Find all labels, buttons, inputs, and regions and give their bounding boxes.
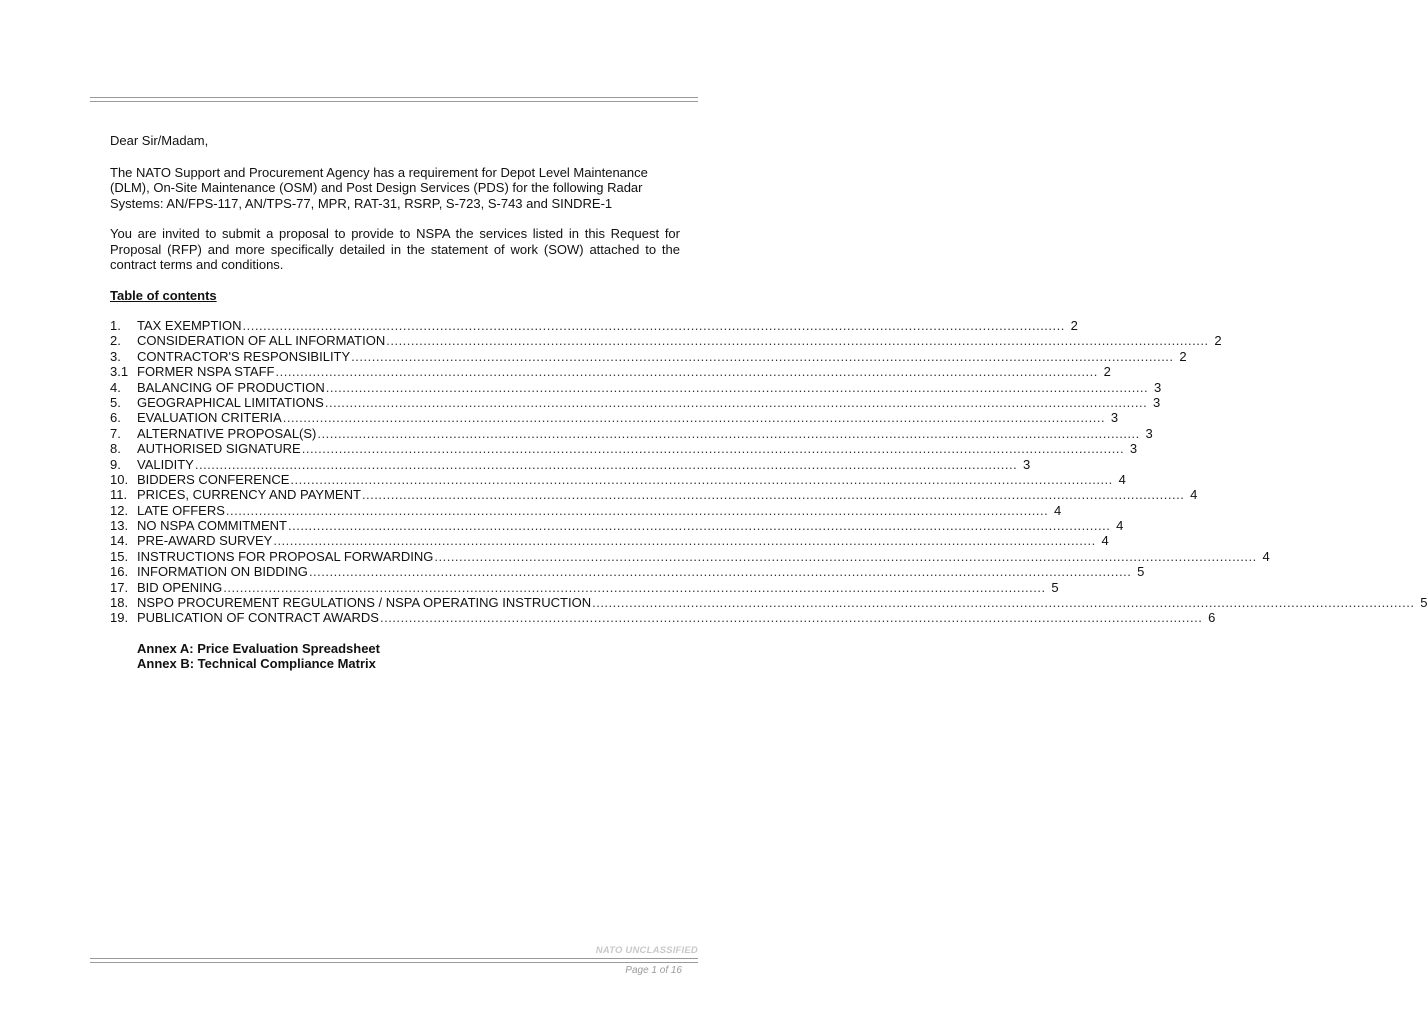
toc-entry[interactable] xyxy=(110,564,1145,580)
toc-entry-number: 2. xyxy=(110,333,121,349)
toc-leader-dots: ........................................................................................................................................................................................................ xyxy=(351,348,1174,364)
toc-leader-dots: ........................................................................................................................................................................................................ xyxy=(273,533,1096,549)
toc-entry[interactable] xyxy=(110,333,1222,349)
toc-entry[interactable] xyxy=(110,441,1138,457)
toc-entry-page: 3 xyxy=(1145,425,1153,441)
toc-entry[interactable] xyxy=(110,595,1427,611)
toc-entry[interactable] xyxy=(110,548,1270,564)
toc-entry-page: 3 xyxy=(1153,379,1162,395)
toc-entry-page: 3 xyxy=(1129,441,1138,457)
toc-leader-dots: ........................................................................................................................................................................................................ xyxy=(386,333,1209,349)
toc-entry-page: 6 xyxy=(1208,610,1216,626)
toc-entry[interactable] xyxy=(110,610,1216,626)
toc-entry-title: BID OPENING xyxy=(137,579,223,595)
toc-entry-number: 18. xyxy=(110,595,129,611)
annex-item: Annex A: Price Evaluation Spreadsheet xyxy=(137,640,380,656)
toc-leader-dots: ........................................................................................................................................................................................................ xyxy=(361,487,1185,503)
toc-entry-page: 4 xyxy=(1101,533,1109,549)
toc-entry-title: INSTRUCTIONS FOR PROPOSAL FORWARDING xyxy=(137,548,434,564)
requirement-paragraph: The NATO Support and Procurement Agency has a requirement for Depot Level Maintenance (DLM), On-Site Maintenance (OSM) and Post Design Services (PDS) for the following Radar Systems: AN/FPS-117, AN/TPS-77, MPR, RAT-31, RSRP, S-723, S-743 and SINDRE-1 xyxy=(110,164,648,211)
toc-entry-title: CONSIDERATION OF ALL INFORMATION xyxy=(137,333,386,349)
toc-entry-title: ALTERNATIVE PROPOSAL(S) xyxy=(137,425,317,441)
toc-entry-title: AUTHORISED SIGNATURE xyxy=(137,441,301,457)
toc-entry[interactable] xyxy=(110,348,1187,364)
toc-leader-dots: ........................................................................................................................................................................................................ xyxy=(242,318,1065,333)
toc-entry-title: NO NSPA COMMITMENT xyxy=(137,518,287,534)
toc-leader-dots: ........................................................................................................................................................................................................ xyxy=(225,502,1049,518)
toc-entry-title: BALANCING OF PRODUCTION xyxy=(137,379,325,395)
toc-entry[interactable] xyxy=(110,425,1153,441)
toc-entry-page: 3 xyxy=(1152,394,1161,410)
letter-body xyxy=(110,133,1427,672)
toc-entry-number: 9. xyxy=(110,456,121,472)
toc-entry[interactable] xyxy=(110,410,1119,426)
toc-entry-page: 4 xyxy=(1054,502,1062,518)
toc-entry[interactable] xyxy=(110,533,1109,549)
toc-entry-title: TAX EXEMPTION xyxy=(137,318,242,333)
toc-leader-dots: ........................................................................................................................................................................................................ xyxy=(290,471,1113,487)
toc-leader-dots: ........................................................................................................................................................................................................ xyxy=(317,425,1140,441)
toc-entry-number: 3.1 xyxy=(110,364,129,380)
toc-entry-title: GEOGRAPHICAL LIMITATIONS xyxy=(137,394,324,410)
toc-entry-number: 8. xyxy=(110,441,121,457)
toc-entry-number: 1. xyxy=(110,318,121,333)
toc-entry-page: 4 xyxy=(1118,471,1126,487)
toc-entry-number: 3. xyxy=(110,348,121,364)
toc-entry-number: 16. xyxy=(110,564,129,580)
toc-entry-number: 19. xyxy=(110,610,129,626)
toc-entry-number: 12. xyxy=(110,502,129,518)
toc-leader-dots: ........................................................................................................................................................................................................ xyxy=(308,564,1132,580)
classification-marking: NATO UNCLASSIFIED xyxy=(595,945,698,956)
table-of-contents xyxy=(110,318,1427,626)
toc-entry[interactable] xyxy=(110,456,1031,472)
toc-entry-number: 11. xyxy=(110,487,128,503)
toc-leader-dots: ........................................................................................................................................................................................................ xyxy=(223,579,1046,595)
toc-entry-page: 5 xyxy=(1051,579,1059,595)
toc-leader-dots: ........................................................................................................................................................................................................ xyxy=(275,364,1098,380)
toc-entry-title: PRE-AWARD SURVEY xyxy=(137,533,273,549)
toc-entry[interactable] xyxy=(110,579,1059,595)
toc-entry-title: FORMER NSPA STAFF xyxy=(137,364,275,380)
toc-leader-dots: ........................................................................................................................................................................................................ xyxy=(592,595,1415,611)
toc-leader-dots: ........................................................................................................................................................................................................ xyxy=(282,410,1106,426)
toc-entry[interactable] xyxy=(110,364,1111,380)
annex-list xyxy=(137,641,680,672)
toc-entry-page: 2 xyxy=(1214,333,1222,349)
toc-entry-title: NSPO PROCUREMENT REGULATIONS / NSPA OPERATING INSTRUCTION xyxy=(137,595,592,611)
toc-leader-dots: ........................................................................................................................................................................................................ xyxy=(194,456,1018,472)
toc-entry[interactable] xyxy=(110,318,1078,333)
toc-entry-page: 4 xyxy=(1116,518,1124,534)
toc-heading: Table of contents xyxy=(110,287,217,303)
toc-entry-title: INFORMATION ON BIDDING xyxy=(137,564,308,580)
toc-entry-number: 6. xyxy=(110,410,121,426)
footer-rule xyxy=(90,958,698,963)
toc-entry[interactable] xyxy=(110,502,1062,518)
toc-leader-dots: ........................................................................................................................................................................................................ xyxy=(379,610,1203,626)
toc-entry-title: PUBLICATION OF CONTRACT AWARDS xyxy=(137,610,379,626)
toc-entry[interactable] xyxy=(110,518,1124,534)
toc-entry-page: 4 xyxy=(1190,487,1198,503)
toc-entry-page: 2 xyxy=(1070,318,1078,333)
toc-entry-number: 13. xyxy=(110,518,129,534)
toc-entry[interactable] xyxy=(110,394,1161,410)
toc-entry-number: 17. xyxy=(110,579,129,595)
toc-leader-dots: ........................................................................................................................................................................................................ xyxy=(324,394,1148,410)
toc-entry-page: 5 xyxy=(1420,595,1427,611)
toc-leader-dots: ........................................................................................................................................................................................................ xyxy=(325,379,1149,395)
toc-entry-title: BIDDERS CONFERENCE xyxy=(137,471,290,487)
salutation: Dear Sir/Madam, xyxy=(110,133,209,148)
toc-entry-page: 4 xyxy=(1262,548,1270,564)
annex-item: Annex B: Technical Compliance Matrix xyxy=(137,656,376,672)
toc-entry-page: 5 xyxy=(1137,564,1145,580)
toc-entry-number: 10. xyxy=(110,471,129,487)
toc-entry[interactable] xyxy=(110,471,1126,487)
toc-entry-page: 3 xyxy=(1110,410,1119,426)
toc-entry-page: 3 xyxy=(1022,456,1031,472)
toc-entry-number: 14. xyxy=(110,533,129,549)
toc-entry-title: PRICES, CURRENCY AND PAYMENT xyxy=(137,487,361,503)
toc-leader-dots: ........................................................................................................................................................................................................ xyxy=(287,518,1111,534)
toc-entry-page: 2 xyxy=(1179,348,1187,364)
toc-entry-title: CONTRACTOR'S RESPONSIBILITY xyxy=(137,348,351,364)
toc-entry[interactable] xyxy=(110,379,1162,395)
toc-entry-title: VALIDITY xyxy=(137,456,194,472)
toc-entry-title: EVALUATION CRITERIA xyxy=(137,410,282,426)
invitation-paragraph: You are invited to submit a proposal to provide to NSPA the services listed in this Request for Proposal (RFP) and more specifically detailed in the statement of work (SOW) attached to the contract terms and conditions. xyxy=(110,226,680,272)
page-number: Page 1 of 16 xyxy=(625,965,682,976)
toc-entry-number: 15. xyxy=(110,548,129,564)
toc-entry-title: LATE OFFERS xyxy=(137,502,225,518)
toc-entry[interactable] xyxy=(110,487,1198,503)
header-rule xyxy=(90,97,698,102)
toc-entry-number: 5. xyxy=(110,394,121,410)
toc-leader-dots: ........................................................................................................................................................................................................ xyxy=(301,441,1125,457)
toc-entry-page: 2 xyxy=(1103,364,1111,380)
toc-entry-number: 7. xyxy=(110,425,121,441)
toc-leader-dots: ........................................................................................................................................................................................................ xyxy=(434,548,1257,564)
toc-entry-number: 4. xyxy=(110,379,121,395)
